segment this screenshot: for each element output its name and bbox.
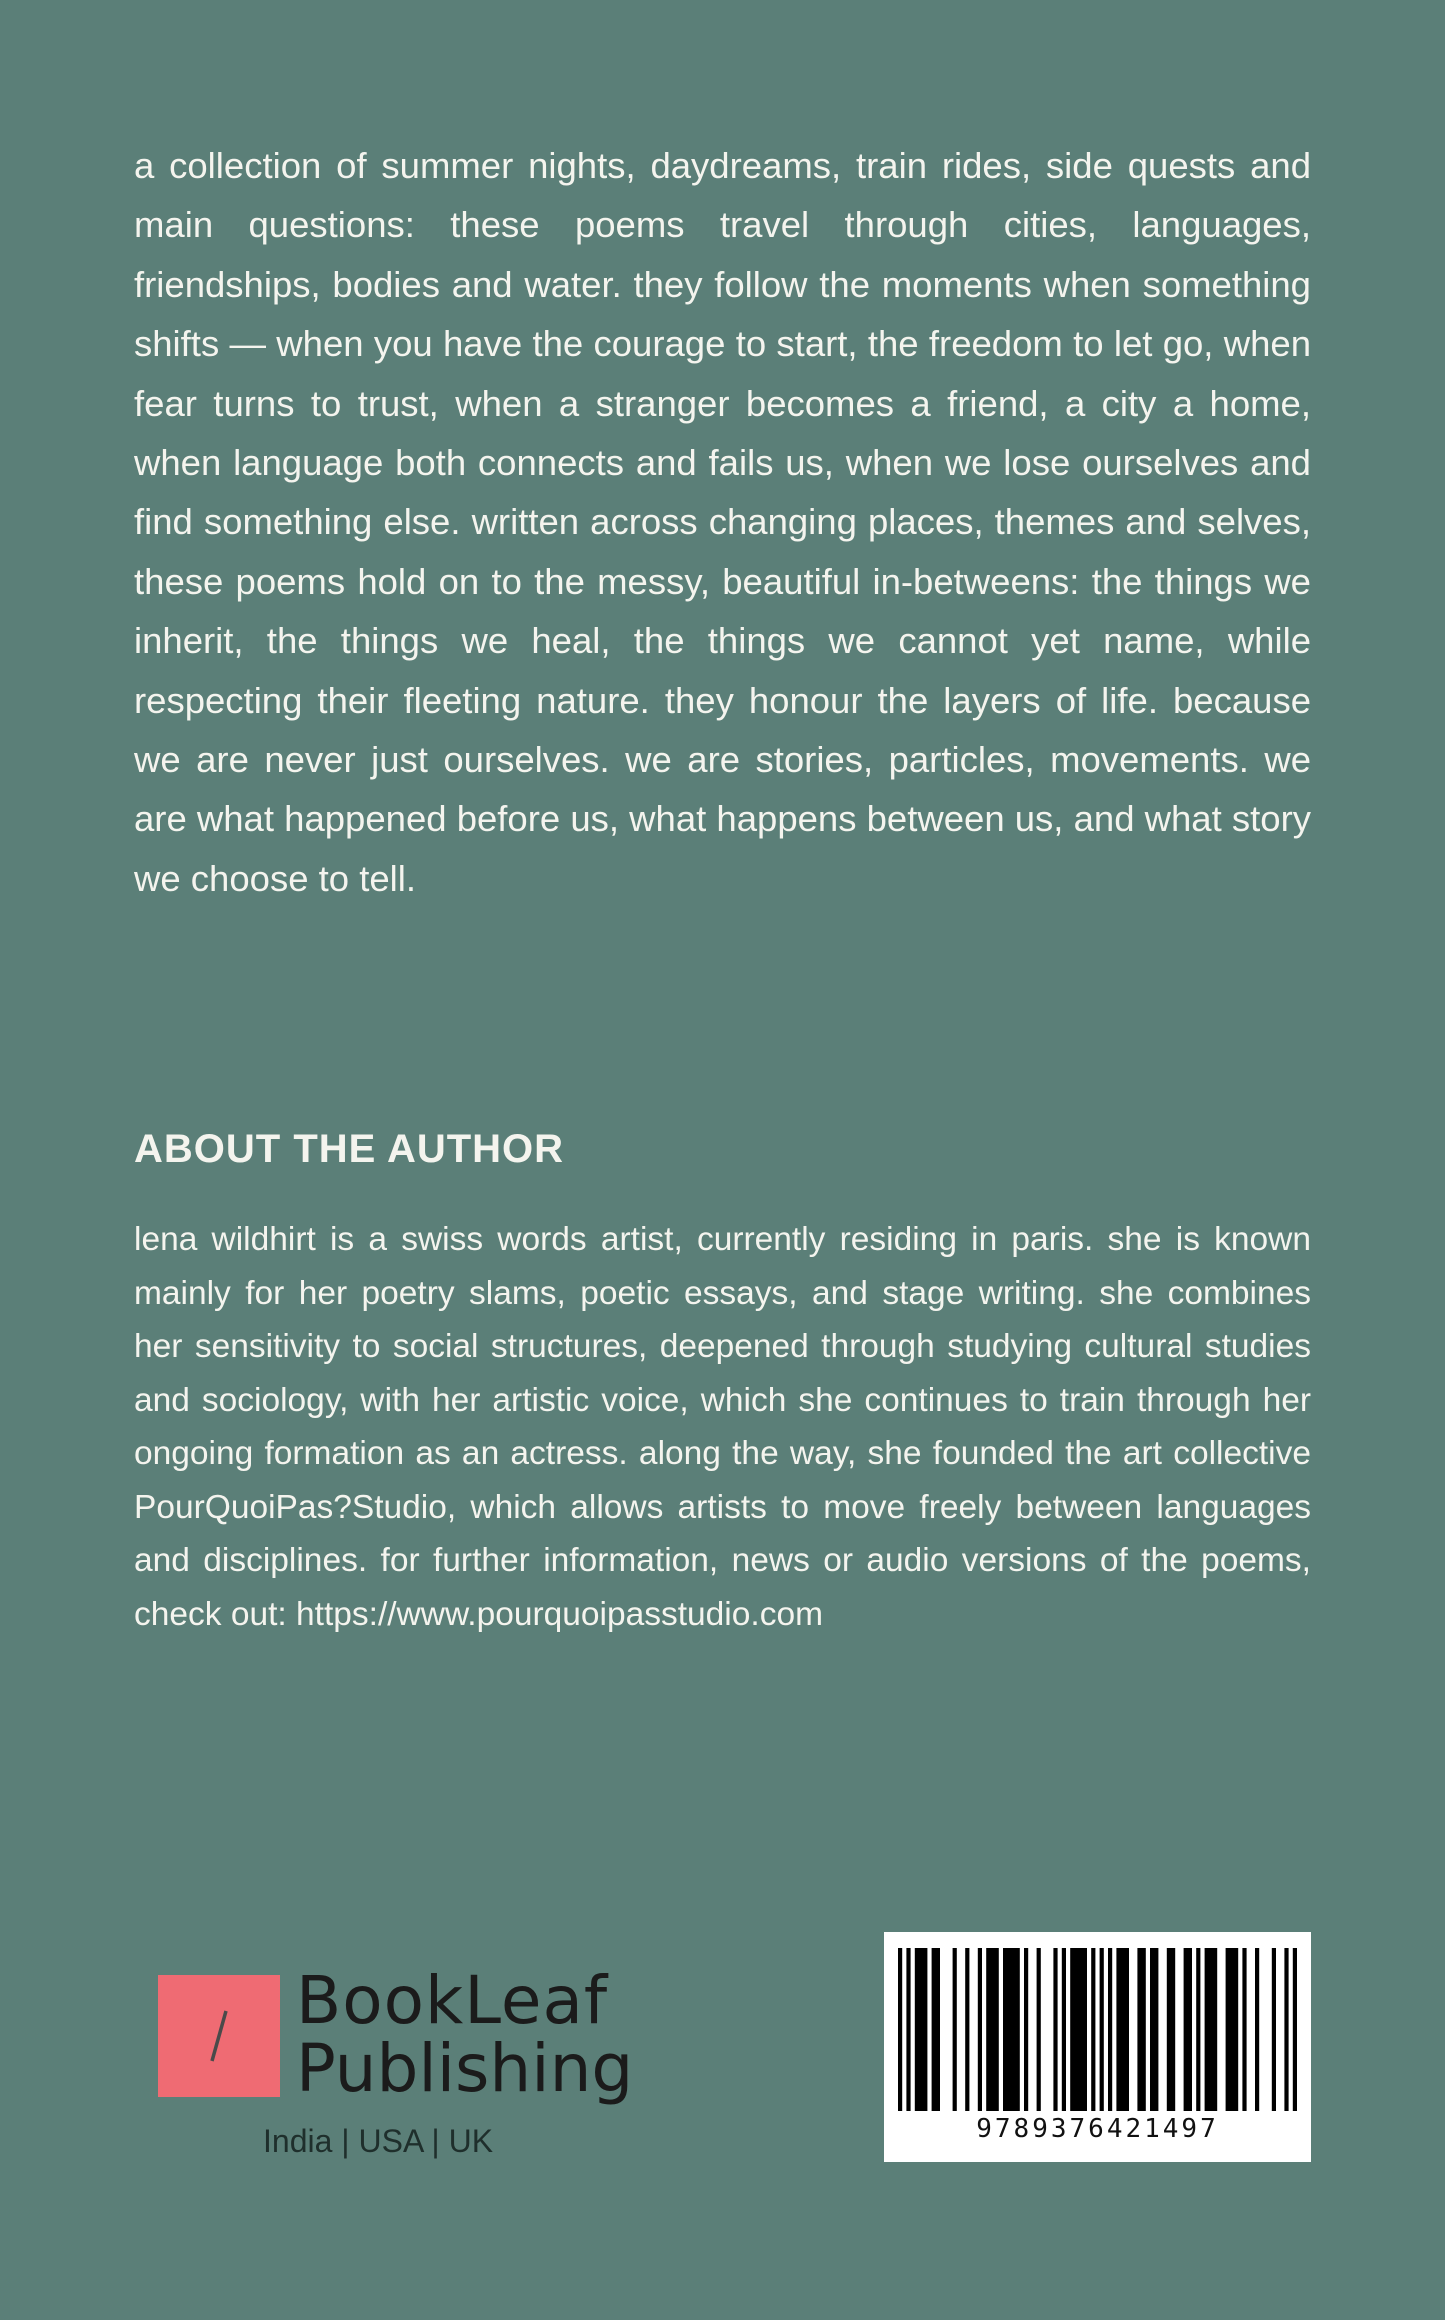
- barcode-bar: [1226, 1948, 1239, 2111]
- barcode-bar: [1024, 1948, 1028, 2111]
- barcode-bar: [1184, 1948, 1192, 2111]
- barcode-bar: [1196, 1948, 1200, 2111]
- publisher-name-line1: BookLeaf: [296, 1962, 609, 2039]
- isbn-barcode: [884, 1932, 1311, 2162]
- barcode-bar: [906, 1948, 910, 2111]
- barcode-bar: [1062, 1948, 1066, 2111]
- publisher-regions: India | USA | UK: [263, 2123, 494, 2159]
- about-author-heading: ABOUT THE AUTHOR: [134, 1127, 565, 1171]
- publisher-name-line2: Publishing: [296, 2030, 634, 2107]
- barcode-bar: [1108, 1948, 1112, 2111]
- barcode-bar: [978, 1948, 982, 2111]
- author-bio: lena wildhirt is a swiss words artist, currently residing in paris. she is known mainly for her poetry slams, poetic essays, and stage writing. she combines her sensitivity to social structures, deepened through studying cultural studies and sociology, with her artistic voice, which she continues to train through her ongoing formation as an actress. along the way, she founded the art collective PourQuoiPas?Studio, which allows artists to move freely between languages and disciplines. for further information, news or audio versions of the poems, check out: https://www.pourquoipasstudio.com: [134, 1221, 1311, 1633]
- slash-icon: [158, 1975, 280, 2097]
- barcode-bar: [1150, 1948, 1158, 2111]
- barcode-bar: [1272, 1948, 1276, 2111]
- barcode-bar: [953, 1948, 957, 2111]
- barcode-bar: [1091, 1948, 1095, 2111]
- barcode-bar: [1255, 1948, 1259, 2111]
- barcode-bar: [1116, 1948, 1129, 2111]
- barcode-bar: [932, 1948, 940, 2111]
- barcode-bar: [1037, 1948, 1041, 2111]
- barcode-bar: [1284, 1948, 1288, 2111]
- barcode-bar: [898, 1948, 902, 2111]
- barcode-bar: [1053, 1948, 1057, 2111]
- barcode-bar: [1100, 1948, 1104, 2111]
- barcode-bar: [1137, 1948, 1145, 2111]
- barcode-bar: [965, 1948, 969, 2111]
- barcode-bar: [915, 1948, 928, 2111]
- barcode-bar: [1070, 1948, 1087, 2111]
- barcode-bar: [1242, 1948, 1246, 2111]
- barcode-bar: [1205, 1948, 1218, 2111]
- publisher-logo: [158, 1962, 634, 2168]
- book-blurb: a collection of summer nights, daydreams, train rides, side quests and main questions: these poems travel through cities, languages, friendships, bodies and water. they follow the moments when something shifts — when you have the courage to start, the freedom to let go, when fear turns to trust, when a stranger becomes a friend, a city a home, when language both connects and fails us, when we lose ourselves and find something else. written across changing places, themes and selves, these poems hold on to the messy, beautiful in-betweens: the things we inherit, the things we heal, the things we cannot yet name, while respecting their fleeting nature. they honour the layers of life. because we are never just ourselves. we are stories, particles, movements. we are what happened before us, what happens between us, and what story we choose to tell.: [134, 145, 1311, 899]
- isbn-number: 9789376421497: [976, 2114, 1219, 2144]
- barcode-bar: [1167, 1948, 1175, 2111]
- barcode-bar: [1293, 1948, 1297, 2111]
- barcode-bars: [898, 1948, 1297, 2111]
- barcode-bar: [986, 1948, 999, 2111]
- barcode-bar: [1003, 1948, 1020, 2111]
